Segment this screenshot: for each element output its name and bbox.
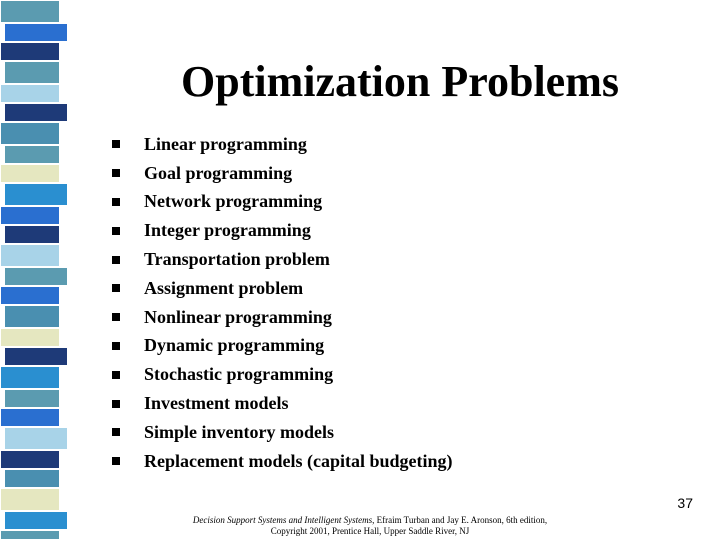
list-item <box>112 274 452 303</box>
square-bullet-icon <box>112 457 120 465</box>
footer-copyright: Copyright 2001, Prentice Hall, Upper Saddle River, NJ <box>270 526 470 536</box>
list-item <box>112 447 452 476</box>
footer-authors: , Efraim Turban and Jay E. Aronson, 6th edition, <box>372 515 548 525</box>
square-bullet-icon <box>112 256 120 264</box>
square-bullet-icon <box>112 428 120 436</box>
bullet-text: Network programming <box>144 191 323 212</box>
bullet-text: Assignment problem <box>144 277 304 298</box>
list-item <box>112 188 452 217</box>
list-item <box>112 389 452 418</box>
stripe-block <box>0 408 60 427</box>
bullet-text: Investment models <box>144 393 289 414</box>
stripe-block <box>0 244 60 267</box>
stripe-block <box>4 511 68 530</box>
list-item <box>112 216 452 245</box>
page-number: 37 <box>677 495 693 511</box>
bullet-text: Transportation problem <box>144 249 330 270</box>
list-item <box>112 245 452 274</box>
stripe-block <box>4 61 60 84</box>
square-bullet-icon <box>112 140 120 148</box>
stripe-block <box>4 427 68 450</box>
bullet-text: Simple inventory models <box>144 421 335 442</box>
list-item <box>112 360 452 389</box>
stripe-block <box>4 305 60 328</box>
decorative-stripe <box>0 0 64 540</box>
stripe-block <box>0 488 60 511</box>
stripe-block <box>4 267 68 286</box>
stripe-block <box>0 530 60 540</box>
bullet-text: Integer programming <box>144 220 311 241</box>
square-bullet-icon <box>112 400 120 408</box>
stripe-block <box>0 164 60 183</box>
bullet-text: Stochastic programming <box>144 364 334 385</box>
bullet-text: Replacement models (capital budgeting) <box>144 450 453 471</box>
stripe-block <box>0 122 60 145</box>
list-item <box>112 418 452 447</box>
slide-title: Optimization Problems <box>181 57 619 106</box>
stripe-block <box>4 183 68 206</box>
stripe-block <box>0 366 60 389</box>
stripe-block <box>4 145 60 164</box>
stripe-block <box>4 103 68 122</box>
square-bullet-icon <box>112 227 120 235</box>
stripe-block <box>0 328 60 347</box>
bullet-list <box>112 130 452 476</box>
stripe-block <box>4 469 60 488</box>
bullet-text: Dynamic programming <box>144 335 325 356</box>
stripe-block <box>0 84 60 103</box>
bullet-text: Goal programming <box>144 162 293 183</box>
stripe-block <box>4 225 60 244</box>
footer-book-title: Decision Support Systems and Intelligent Systems <box>192 515 373 525</box>
stripe-block <box>0 42 60 61</box>
square-bullet-icon <box>112 169 120 177</box>
stripe-block <box>4 389 60 408</box>
stripe-block <box>0 286 60 305</box>
square-bullet-icon <box>112 371 120 379</box>
square-bullet-icon <box>112 198 120 206</box>
stripe-block <box>0 450 60 469</box>
list-item <box>112 303 452 332</box>
bullet-text: Nonlinear programming <box>144 306 332 327</box>
list-item <box>112 159 452 188</box>
square-bullet-icon <box>112 342 120 350</box>
stripe-block <box>0 0 60 23</box>
stripe-block <box>0 206 60 225</box>
bullet-text: Linear programming <box>144 133 307 154</box>
square-bullet-icon <box>112 313 120 321</box>
stripe-block <box>4 23 68 42</box>
footer-citation <box>160 515 580 537</box>
square-bullet-icon <box>112 284 120 292</box>
stripe-block <box>4 347 68 366</box>
list-item <box>112 130 452 159</box>
list-item <box>112 332 452 361</box>
